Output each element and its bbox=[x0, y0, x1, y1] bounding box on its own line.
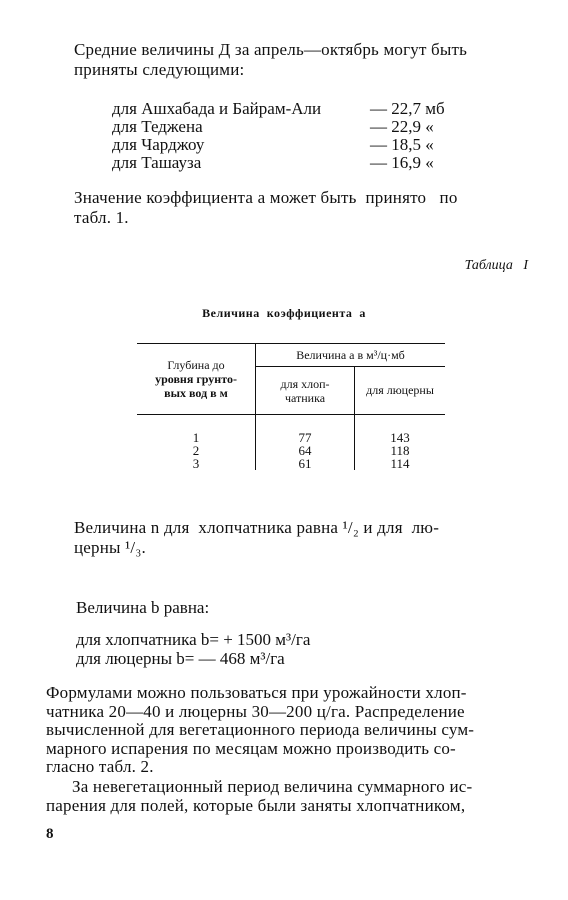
usage-paragraph bbox=[46, 684, 532, 777]
coefficient-note bbox=[74, 188, 534, 228]
depth-cell: 3 bbox=[192, 456, 200, 471]
city-name: для Чарджоу bbox=[112, 135, 205, 154]
city-value: — 16,9 « bbox=[370, 153, 434, 172]
alfalfa-cell: 114 bbox=[355, 457, 446, 470]
paragraph-line: парения для полей, которые были заняты хлопчатником, bbox=[46, 795, 466, 815]
b-value-cotton: для хлопчатника b= + 1500 м³/га bbox=[76, 630, 311, 649]
depth-column-header bbox=[137, 344, 256, 415]
page-number: 8 bbox=[46, 826, 54, 842]
intro-paragraph bbox=[74, 40, 534, 80]
cotton-cell: 77 bbox=[256, 431, 355, 444]
paragraph-line: За невегетационный период величина суммарного ис- bbox=[72, 777, 473, 796]
table-title: Величина коэффициента a bbox=[202, 306, 366, 320]
group-header: Величина a в м³/ц·мб bbox=[256, 344, 446, 367]
city-values-list bbox=[112, 100, 445, 172]
list-item bbox=[112, 118, 445, 136]
table-row bbox=[137, 457, 445, 470]
intro-line-2: приняты следующими: bbox=[74, 60, 245, 79]
depth-cell: 1 bbox=[192, 430, 200, 445]
paragraph-line: чатника 20—40 и люцерны 30—200 ц/га. Распределение bbox=[46, 701, 465, 721]
n-value-note bbox=[74, 518, 534, 558]
b-value-intro: Величина b равна: bbox=[76, 598, 210, 617]
non-vegetation-paragraph bbox=[46, 778, 532, 815]
city-name: для Ташауза bbox=[112, 153, 202, 172]
coefficient-note-line-2: табл. 1. bbox=[74, 208, 129, 227]
list-item bbox=[112, 154, 445, 172]
alfalfa-column-header: для люцерны bbox=[355, 367, 446, 415]
city-name: для Ашхабада и Байрам-Али bbox=[112, 99, 322, 118]
cotton-column-header bbox=[256, 367, 355, 415]
city-value: — 18,5 « bbox=[370, 135, 434, 154]
city-value: — 22,9 « bbox=[370, 117, 434, 136]
depth-cell: 2 bbox=[192, 443, 200, 458]
b-value-alfalfa: для люцерны b= — 468 м³/га bbox=[76, 649, 285, 668]
paragraph-line: Формулами можно пользоваться при урожайности хлоп- bbox=[46, 683, 467, 702]
table-label: Таблица I bbox=[464, 258, 528, 273]
list-item bbox=[112, 136, 445, 154]
n-note-line-2: церны ¹/₃. bbox=[74, 538, 146, 557]
paragraph-line: вычисленной для вегетационного периода величины сум- bbox=[46, 720, 475, 739]
city-name: для Теджена bbox=[112, 117, 203, 136]
cotton-cell: 64 bbox=[256, 444, 355, 457]
paragraph-line: марного испарения по месяцам можно производить со- bbox=[46, 738, 456, 758]
n-note-line-1: Величина n для хлопчатника равна ¹/₂ и для лю- bbox=[74, 518, 440, 537]
coefficient-note-line-1: Значение коэффициента a может быть принято по bbox=[74, 188, 458, 207]
cotton-header-line-1: для хлоп- bbox=[280, 376, 330, 391]
depth-header-line-3: вых вод в м bbox=[164, 386, 228, 400]
list-item bbox=[112, 100, 445, 118]
cotton-cell: 61 bbox=[256, 457, 355, 470]
city-value: — 22,7 мб bbox=[370, 99, 445, 118]
cotton-header-line-2: чатника bbox=[284, 390, 326, 405]
coefficient-table bbox=[137, 343, 445, 470]
intro-line-1: Средние величины Д за апрель—октябрь могут быть bbox=[74, 40, 468, 59]
alfalfa-cell: 118 bbox=[355, 444, 446, 457]
depth-header-line-2: уровня грунто- bbox=[155, 372, 237, 386]
depth-header-line-1: Глубина до bbox=[167, 358, 225, 372]
alfalfa-cell: 143 bbox=[355, 431, 446, 444]
paragraph-line: гласно табл. 2. bbox=[46, 757, 154, 776]
